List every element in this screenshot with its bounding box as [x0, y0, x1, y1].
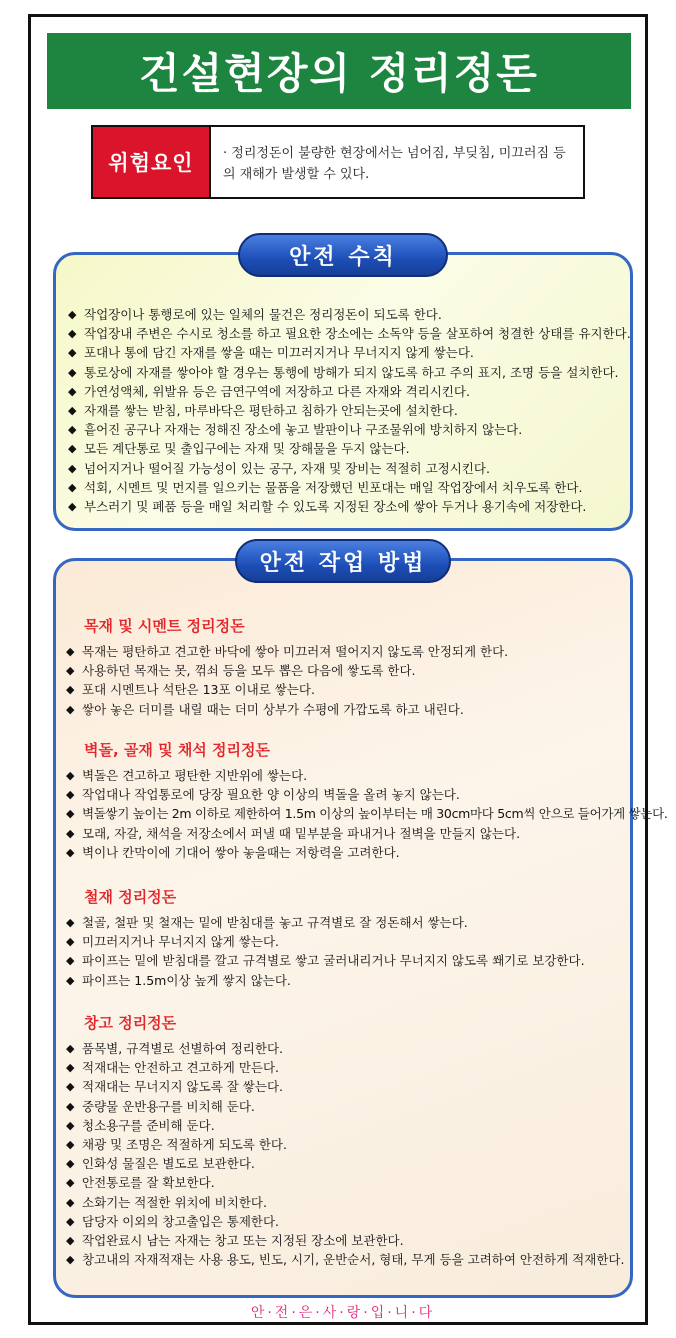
list-item: ◆ 중량물 운반용구를 비치해 둔다.: [66, 1097, 624, 1116]
diamond-bullet-icon: ◆: [66, 645, 75, 658]
diamond-bullet-icon: ◆: [68, 442, 77, 456]
list-item: ◆ 철골, 철판 및 철재는 밑에 받침대를 놓고 규격별로 잘 정돈해서 쌓는다.: [66, 913, 585, 932]
section-title: 목재 및 시멘트 정리정돈: [84, 617, 245, 635]
diamond-bullet-icon: ◆: [66, 973, 75, 987]
list-item: ◆ 부스러기 및 폐품 등을 매일 처리할 수 있도록 지정된 장소에 쌓아 두거나 용기속에 저장한다.: [68, 497, 631, 516]
list-item: ◆ 청소용구를 준비해 둔다.: [66, 1116, 624, 1135]
diamond-bullet-icon: ◆: [68, 365, 77, 379]
section-steel: [66, 886, 585, 990]
diamond-bullet-icon: ◆: [68, 461, 77, 475]
list-item: ◆ 넘어지거나 떨어질 가능성이 있는 공구, 자재 및 장비는 적절히 고정시킨다.: [68, 459, 631, 478]
list-item: ◆ 목재는 평탄하고 견고한 바닥에 쌓아 미끄러져 떨어지지 않도록 안정되게 한다.: [66, 642, 508, 661]
diamond-bullet-icon: ◆: [66, 769, 75, 782]
diamond-bullet-icon: ◆: [66, 1099, 75, 1113]
list-item: ◆ 벽이나 칸막이에 기대어 쌓아 놓을때는 저항력을 고려한다.: [66, 843, 668, 862]
safe-work-method-panel: [53, 550, 668, 1321]
list-item: ◆ 석회, 시멘트 및 먼지를 일으키는 물품을 저장했던 빈포대는 매일 작업장에서 치우도록 한다.: [68, 478, 631, 497]
hazard-label: 위험요인: [108, 151, 194, 175]
diamond-bullet-icon: ◆: [66, 1118, 75, 1132]
section-title: 철재 정리정돈: [84, 888, 177, 906]
section-brick-aggregate: [66, 739, 668, 862]
section-title: 벽돌, 골재 및 채석 정리정돈: [84, 741, 270, 759]
list-item: ◆ 가연성액체, 위발유 등은 금연구역에 저장하고 다른 자재와 격리시킨다.: [68, 382, 631, 401]
diamond-bullet-icon: ◆: [66, 807, 75, 821]
diamond-bullet-icon: ◆: [66, 1157, 75, 1171]
list-item: ◆ 파이프는 1.5m이상 높게 쌓지 않는다.: [66, 971, 585, 990]
poster-frame: [28, 14, 668, 1325]
diamond-bullet-icon: ◆: [66, 1234, 75, 1248]
list-item: ◆ 쌓아 놓은 더미를 내릴 때는 더미 상부가 수평에 가깝도록 하고 내린다.: [66, 700, 508, 719]
diamond-bullet-icon: ◆: [68, 346, 77, 360]
diamond-bullet-icon: ◆: [66, 1138, 75, 1152]
section-warehouse: [66, 1012, 624, 1269]
list-item: ◆ 채광 및 조명은 적절하게 되도록 한다.: [66, 1135, 624, 1154]
list-item: ◆ 작업대나 작업통로에 당장 필요한 양 이상의 벽돌을 올려 놓지 않는다.: [66, 785, 668, 804]
list-item: ◆ 인화성 물질은 별도로 보관한다.: [66, 1154, 624, 1173]
list-item: ◆ 벽돌은 견고하고 평탄한 지반위에 쌓는다.: [66, 766, 668, 785]
diamond-bullet-icon: ◆: [66, 845, 75, 859]
diamond-bullet-icon: ◆: [66, 935, 75, 949]
list-item: ◆ 안전통로를 잘 확보한다.: [66, 1173, 624, 1192]
list-item: ◆ 사용하던 목재는 못, 꺾쇠 등을 모두 뽑은 다음에 쌓도록 한다.: [66, 661, 508, 680]
list-item: ◆ 벽돌쌓기 높이는 2m 이하로 제한하여 1.5m 이상의 높이부터는 매 30cm마다 5cm씩 안으로 들어가게 쌓는다.: [66, 804, 668, 823]
list-item: ◆ 포대나 통에 담긴 자재를 쌓을 때는 미끄러지거나 무너지지 않게 쌓는다.: [68, 343, 631, 362]
list-item: ◆ 작업완료시 남는 자재는 창고 또는 지정된 장소에 보관한다.: [66, 1231, 624, 1250]
diamond-bullet-icon: ◆: [68, 308, 77, 321]
diamond-bullet-icon: ◆: [66, 1253, 75, 1267]
safety-rules-list: [68, 305, 631, 516]
list-item: ◆ 파이프는 밑에 받침대를 깔고 규격별로 쌓고 굴러내리거나 무너지지 않도록 쐐기로 보강한다.: [66, 951, 585, 970]
diamond-bullet-icon: ◆: [68, 404, 77, 418]
poster-title: 건설현장의 정리정돈: [47, 33, 631, 109]
diamond-bullet-icon: ◆: [66, 1042, 75, 1055]
diamond-bullet-icon: ◆: [66, 702, 75, 716]
diamond-bullet-icon: ◆: [66, 664, 75, 678]
list-item: ◆ 미끄러지거나 무너지지 않게 쌓는다.: [66, 932, 585, 951]
diamond-bullet-icon: ◆: [68, 480, 77, 494]
section-title: 창고 정리정돈: [84, 1014, 177, 1032]
list-item: ◆ 모든 계단통로 및 출입구에는 자재 및 장해물을 두지 않는다.: [68, 439, 631, 458]
list-item: ◆ 작업장내 주변은 수시로 청소를 하고 필요한 장소에는 소독약 등을 살포하여 청결한 상태를 유지한다.: [68, 324, 631, 343]
list-item: ◆ 자재를 쌓는 받침, 마루바닥은 평탄하고 침하가 안되는곳에 설치한다.: [68, 401, 631, 420]
footer-slogan: 안·전·은·사·랑·입·니·다: [250, 1305, 436, 1321]
diamond-bullet-icon: ◆: [66, 1080, 75, 1094]
list-item: ◆ 담당자 이외의 창고출입은 통제한다.: [66, 1212, 624, 1231]
diamond-bullet-icon: ◆: [68, 500, 77, 514]
diamond-bullet-icon: ◆: [66, 954, 75, 968]
diamond-bullet-icon: ◆: [66, 788, 75, 802]
section-wood-cement: [66, 615, 508, 719]
list-item: ◆ 흩어진 공구나 자재는 정해진 장소에 놓고 발판이나 구조물위에 방치하지 않는다.: [68, 420, 631, 439]
hazard-description: · 정리정돈이 불량한 현장에서는 넘어짐, 부딪침, 미끄러짐 등의 재해가 발생할 수 있다.: [223, 146, 566, 182]
list-item: ◆ 포대 시멘트나 석탄은 13포 이내로 쌓는다.: [66, 680, 508, 699]
list-item: ◆ 소화기는 적절한 위치에 비치한다.: [66, 1193, 624, 1212]
list-item: ◆ 품목별, 규격별로 선별하여 정리한다.: [66, 1039, 624, 1058]
hazard-box: [91, 125, 585, 199]
safety-rules-heading: 안전 수칙: [238, 233, 448, 277]
diamond-bullet-icon: ◆: [66, 916, 75, 929]
diamond-bullet-icon: ◆: [66, 1176, 75, 1190]
diamond-bullet-icon: ◆: [68, 384, 77, 398]
hazard-label-box: [93, 127, 211, 197]
diamond-bullet-icon: ◆: [66, 1214, 75, 1228]
list-item: ◆ 모래, 자갈, 채석을 저장소에서 퍼낼 때 밑부분을 파내거나 절벽을 만들지 않는다.: [66, 824, 668, 843]
list-item: ◆ 작업장이나 통행로에 있는 일체의 물건은 정리정돈이 되도록 한다.: [68, 305, 631, 324]
list-item: ◆ 적재대는 무너지지 않도록 잘 쌓는다.: [66, 1077, 624, 1096]
diamond-bullet-icon: ◆: [66, 1195, 75, 1209]
diamond-bullet-icon: ◆: [68, 423, 77, 437]
diamond-bullet-icon: ◆: [68, 327, 77, 341]
list-item: ◆ 적재대는 안전하고 견고하게 만든다.: [66, 1058, 624, 1077]
diamond-bullet-icon: ◆: [66, 1061, 75, 1075]
diamond-bullet-icon: ◆: [66, 683, 75, 697]
diamond-bullet-icon: ◆: [66, 826, 75, 840]
safe-work-method-heading: 안전 작업 방법: [235, 539, 451, 583]
list-item: ◆ 통로상에 자재를 쌓아야 할 경우는 통행에 방해가 되지 않도록 하고 주의 표지, 조명 등을 설치한다.: [68, 363, 631, 382]
list-item: ◆ 창고내의 자재적재는 사용 용도, 빈도, 시기, 운반순서, 형태, 무게 등을 고려하여 안전하게 적재한다.: [66, 1250, 624, 1269]
safety-rules-panel: [53, 244, 633, 531]
